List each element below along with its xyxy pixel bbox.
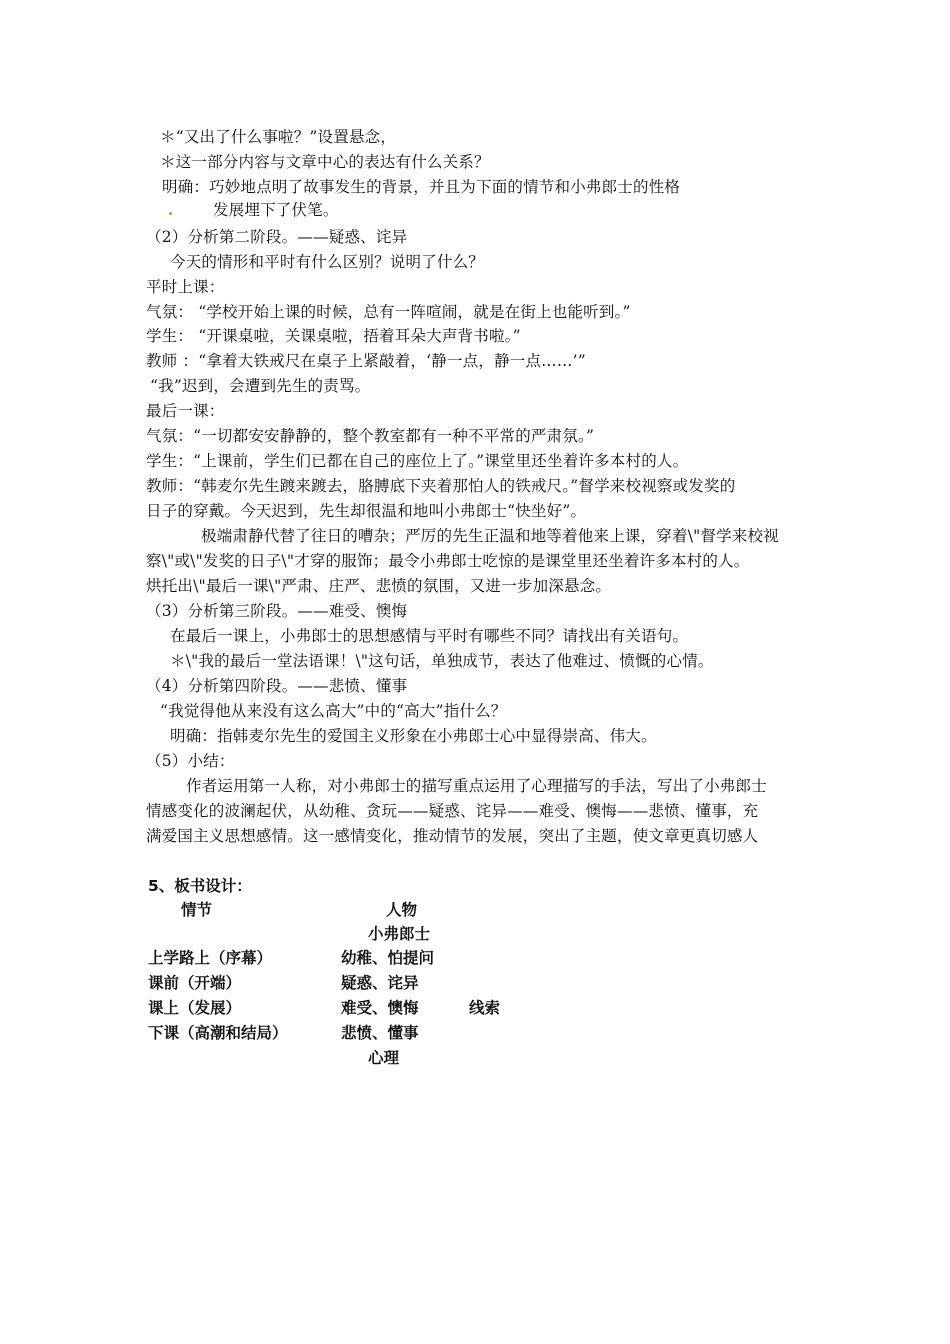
section-heading: （5）小结：: [146, 752, 235, 770]
board-feeling-row: 疑惑、诧异: [341, 974, 419, 992]
text-line: 平时上课：: [146, 278, 225, 296]
text-line: 学生：“上课前，学生们已都在自己的座位上了。”课堂里还坐着许多本村的人。: [146, 452, 689, 470]
text-line: 满爱国主义思想感情。这一感情变化，推动情节的发展，突出了主题，使文章更真切感人: [146, 827, 759, 845]
text-line: 在最后一课上，小弗郎士的思想感情与平时有哪些不同？请找出有关语句。: [170, 627, 689, 645]
board-psychology: 心理: [368, 1049, 400, 1067]
text-line: 极端肃静代替了往日的嘈杂；严厉的先生正温和地等着他来上课，穿着\"督学来校视: [201, 527, 779, 545]
text-line: 作者运用第一人称，对小弗郎士的描写重点运用了心理描写的手法，写出了小弗郎士: [186, 777, 767, 795]
text-line: “我”迟到，会遭到先生的责骂。: [150, 377, 371, 395]
board-clue: 线索: [469, 999, 501, 1017]
text-line: 发展埋下了伏笔。: [213, 201, 339, 219]
text-line: 今天的情形和平时有什么区别？说明了什么？: [170, 253, 485, 271]
text-line: 明确：指韩麦尔先生的爱国主义形象在小弗郎士心中显得崇高、伟大。: [170, 727, 657, 745]
board-feeling-row: 悲愤、懂事: [341, 1024, 419, 1042]
text-line: 情感变化的波澜起伏，从幼稚、贪玩——疑惑、诧异——难受、懊悔——悲愤、懂事，充: [146, 802, 759, 820]
stray-mark: [169, 212, 172, 215]
section-heading: （4）分析第四阶段。——悲愤、懂事: [146, 677, 408, 695]
board-plot-row: 课上（发展）: [148, 999, 242, 1017]
section-heading: （2）分析第二阶段。——疑惑、诧异: [146, 228, 408, 246]
section-heading: （3）分析第三阶段。——难受、懊悔: [146, 602, 408, 620]
text-line: 最后一课：: [146, 402, 225, 420]
text-line: 气氛： “学校开始上课的时候，总有一阵喧闹，就是在街上也能听到。”: [146, 303, 631, 321]
board-character-name: 小弗郎士: [368, 925, 431, 943]
text-line: “我觉得他从来没有这么高大”中的“高大”指什么？: [160, 702, 507, 720]
board-plot-row: 下课（高潮和结局）: [148, 1024, 288, 1042]
text-line: 烘托出\"最后一课\"严肃、庄严、悲愤的氛围，又进一步加深悬念。: [146, 577, 612, 595]
board-title: 5、板书设计：: [148, 877, 252, 895]
board-feeling-row: 幼稚、怕提问: [341, 949, 435, 967]
text-line: 学生： “开课桌啦，关课桌啦，捂着耳朵大声背书啦。”: [146, 327, 521, 345]
text-line: 教师：“韩麦尔先生踱来踱去，胳膊底下夹着那怕人的铁戒尺。”督学来校视察或发奖的: [146, 477, 736, 495]
text-line: 察\"或\"发奖的日子\"才穿的服饰；最令小弗郎士吃惊的是课堂里还坐着许多本村的人。: [146, 552, 750, 570]
text-line: ＊这一部分内容与文章中心的表达有什么关系？: [160, 153, 490, 171]
board-col-character: 人物: [386, 901, 418, 919]
text-line: 明确：巧妙地点明了故事发生的背景，并且为下面的情节和小弗郎士的性格: [162, 178, 681, 196]
text-line: 日子的穿戴。今天迟到，先生却很温和地叫小弗郎士“快坐好”。: [146, 502, 587, 520]
board-col-plot: 情节: [181, 901, 213, 919]
board-plot-row: 课前（开端）: [148, 974, 242, 992]
text-line: ＊\"我的最后一堂法语课！\"这句话，单独成节，表达了他难过、愤慨的心情。: [170, 652, 714, 670]
board-feeling-row: 难受、懊悔: [341, 999, 419, 1017]
text-line: ＊“又出了什么事啦？”设置悬念，: [160, 128, 397, 146]
board-plot-row: 上学路上（序幕）: [148, 949, 273, 967]
text-line: 气氛：“一切都安安静静的，整个教室都有一种不平常的严肃氛。”: [146, 427, 595, 445]
text-line: 教师 ：“拿着大铁戒尺在桌子上紧敲着，‘静一点，静一点……’”: [146, 352, 586, 370]
